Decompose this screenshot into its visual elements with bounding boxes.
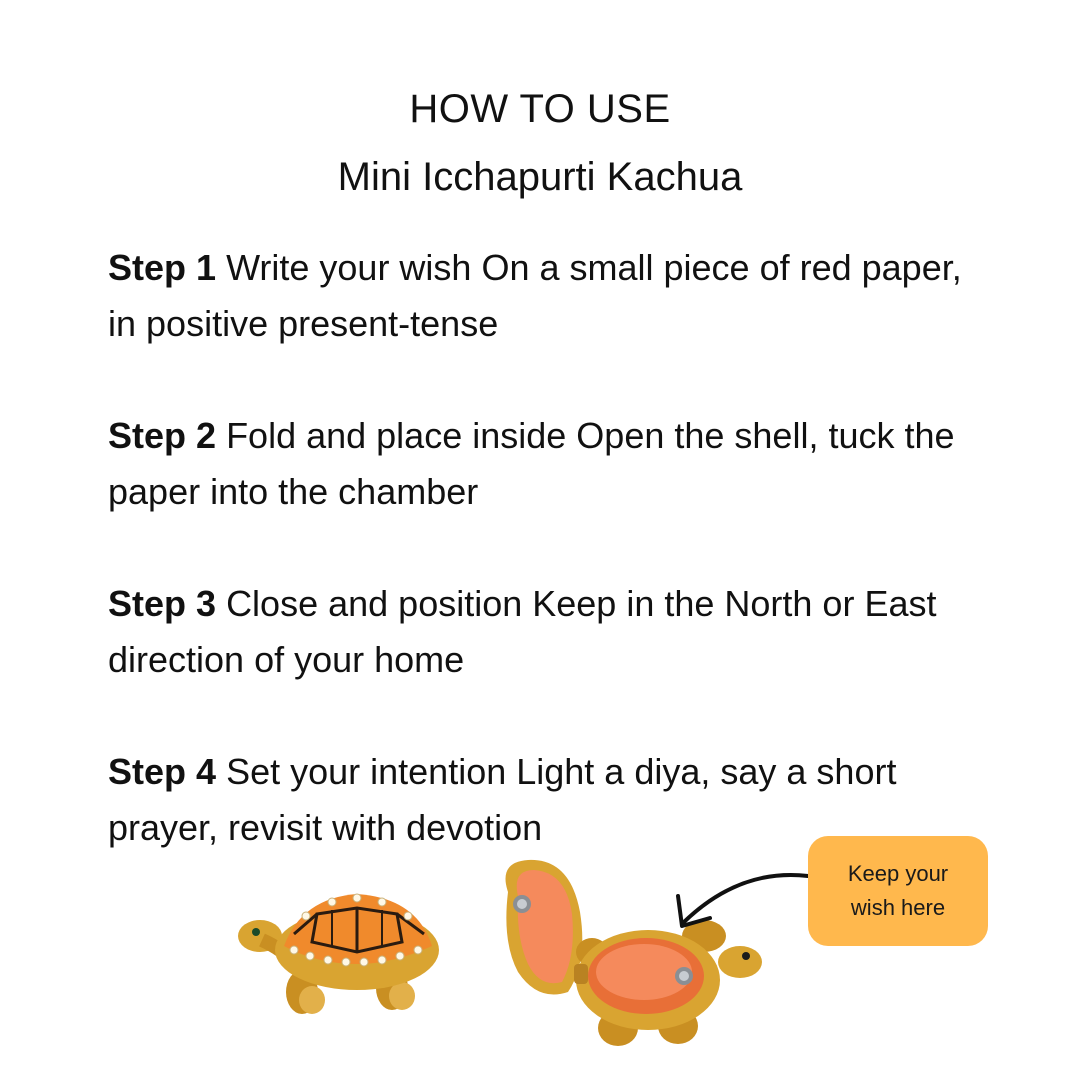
- curved-arrow-icon: [660, 860, 820, 940]
- steps-list: [108, 240, 988, 912]
- step-2-text: Fold and place inside Open the shell, tuck the paper into the chamber: [108, 415, 955, 512]
- step-1: [108, 240, 988, 352]
- step-4-text: Set your intention Light a diya, say a short prayer, revisit with devotion: [108, 751, 897, 848]
- closed-turtle-figurine: [232, 880, 442, 1020]
- step-2: [108, 408, 988, 520]
- step-3-label: Step 3: [108, 583, 217, 624]
- step-2-label: Step 2: [108, 415, 217, 456]
- step-1-text: Write your wish On a small piece of red paper, in positive present-tense: [108, 247, 962, 344]
- page-subtitle: Mini Icchapurti Kachua: [337, 155, 743, 199]
- page-title: HOW TO USE: [409, 87, 671, 131]
- step-4-label: Step 4: [108, 751, 217, 792]
- callout-text: Keep your wish here: [847, 861, 949, 920]
- step-3-text: Close and position Keep in the North or East direction of your home: [108, 583, 937, 680]
- keep-wish-callout: [808, 836, 988, 946]
- step-3: [108, 576, 988, 688]
- step-1-label: Step 1: [108, 247, 217, 288]
